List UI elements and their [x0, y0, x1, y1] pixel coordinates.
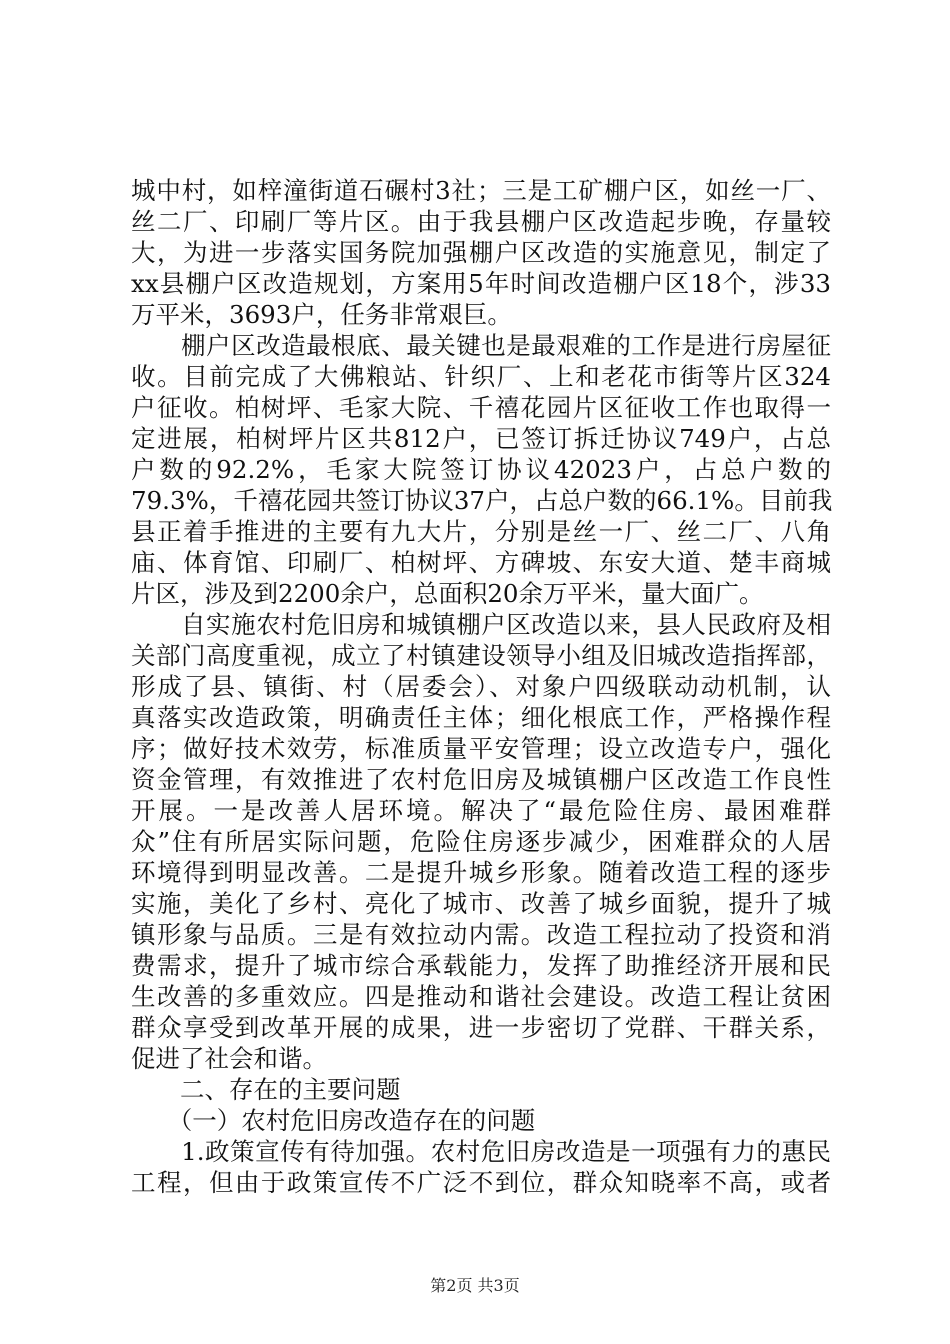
body-line: 棚户区改造最根底、最关键也是最艰难的工作是进行房屋征	[131, 331, 831, 360]
body-line: 资金管理，有效推进了农村危旧房及城镇棚户区改造工作良性	[131, 765, 831, 794]
body-line: 开展。一是改善人居环境。解决了“最危险住房、最困难群	[131, 796, 831, 825]
section-heading: 二、存在的主要问题	[131, 1075, 401, 1104]
body-line: 片区，涉及到2200余户，总面积20余万平米，量大面广。	[131, 579, 764, 608]
body-line: 定进展，柏树坪片区共812户，已签订拆迁协议749户，占总	[131, 424, 831, 453]
body-line: 收。目前完成了大佛粮站、针织厂、上和老花市街等片区324	[131, 362, 831, 391]
body-line: 形成了县、镇街、村（居委会）、对象户四级联动动机制，认	[131, 672, 831, 701]
body-line: 促进了社会和谐。	[131, 1044, 327, 1073]
body-line: 庙、体育馆、印刷厂、柏树坪、方碑坡、东安大道、楚丰商城	[131, 548, 831, 577]
body-line: 户征收。柏树坪、毛家大院、千禧花园片区征收工作也取得一	[131, 393, 831, 422]
body-line: 县正着手推进的主要有九大片，分别是丝一厂、丝二厂、八角	[131, 517, 831, 546]
body-line: 自实施农村危旧房和城镇棚户区改造以来，县人民政府及相	[131, 610, 831, 639]
body-line: 众”住有所居实际问题，危险住房逐步减少，困难群众的人居	[131, 827, 831, 856]
body-line: 工程，但由于政策宣传不广泛不到位，群众知晓率不高，或者	[131, 1168, 831, 1197]
body-line: 万平米，3693户，任务非常艰巨。	[131, 300, 512, 329]
body-line: 序；做好技术效劳，标准质量平安管理；设立改造专户，强化	[131, 734, 831, 763]
body-line: 真落实改造政策，明确责任主体；细化根底工作，严格操作程	[131, 703, 831, 732]
body-line: 群众享受到改革开展的成果，进一步密切了党群、干群关系，	[131, 1013, 831, 1042]
body-line: 生改善的多重效应。四是推动和谐社会建设。改造工程让贫困	[131, 982, 831, 1011]
body-line: 关部门高度重视，成立了村镇建设领导小组及旧城改造指挥部，	[131, 641, 831, 670]
body-line: 环境得到明显改善。二是提升城乡形象。随着改造工程的逐步	[131, 858, 831, 887]
body-line: 户数的92.2%，毛家大院签订协议42023户，占总户数的	[131, 455, 831, 484]
body-line: 费需求，提升了城市综合承载能力，发挥了助推经济开展和民	[131, 951, 831, 980]
body-line: 丝二厂、印刷厂等片区。由于我县棚户区改造起步晚，存量较	[131, 207, 831, 236]
body-line: 79.3%，千禧花园共签订协议37户，占总户数的66.1%。目前我	[131, 486, 833, 515]
body-line: 1.政策宣传有待加强。农村危旧房改造是一项强有力的惠民	[131, 1137, 831, 1166]
page-number-footer: 第2页 共3页	[430, 1276, 520, 1295]
body-line: 实施，美化了乡村、亮化了城市、改善了城乡面貌，提升了城	[131, 889, 831, 918]
body-line: 镇形象与品质。三是有效拉动内需。改造工程拉动了投资和消	[131, 920, 831, 949]
body-line: 大，为进一步落实国务院加强棚户区改造的实施意见，制定了	[131, 238, 831, 267]
subsection-heading: （一）农村危旧房改造存在的问题	[131, 1106, 536, 1135]
body-line: 城中村，如梓潼街道石碾村3社；三是工矿棚户区，如丝一厂、	[131, 176, 831, 205]
body-line: xx县棚户区改造规划，方案用5年时间改造棚户区18个，涉33	[131, 269, 831, 298]
